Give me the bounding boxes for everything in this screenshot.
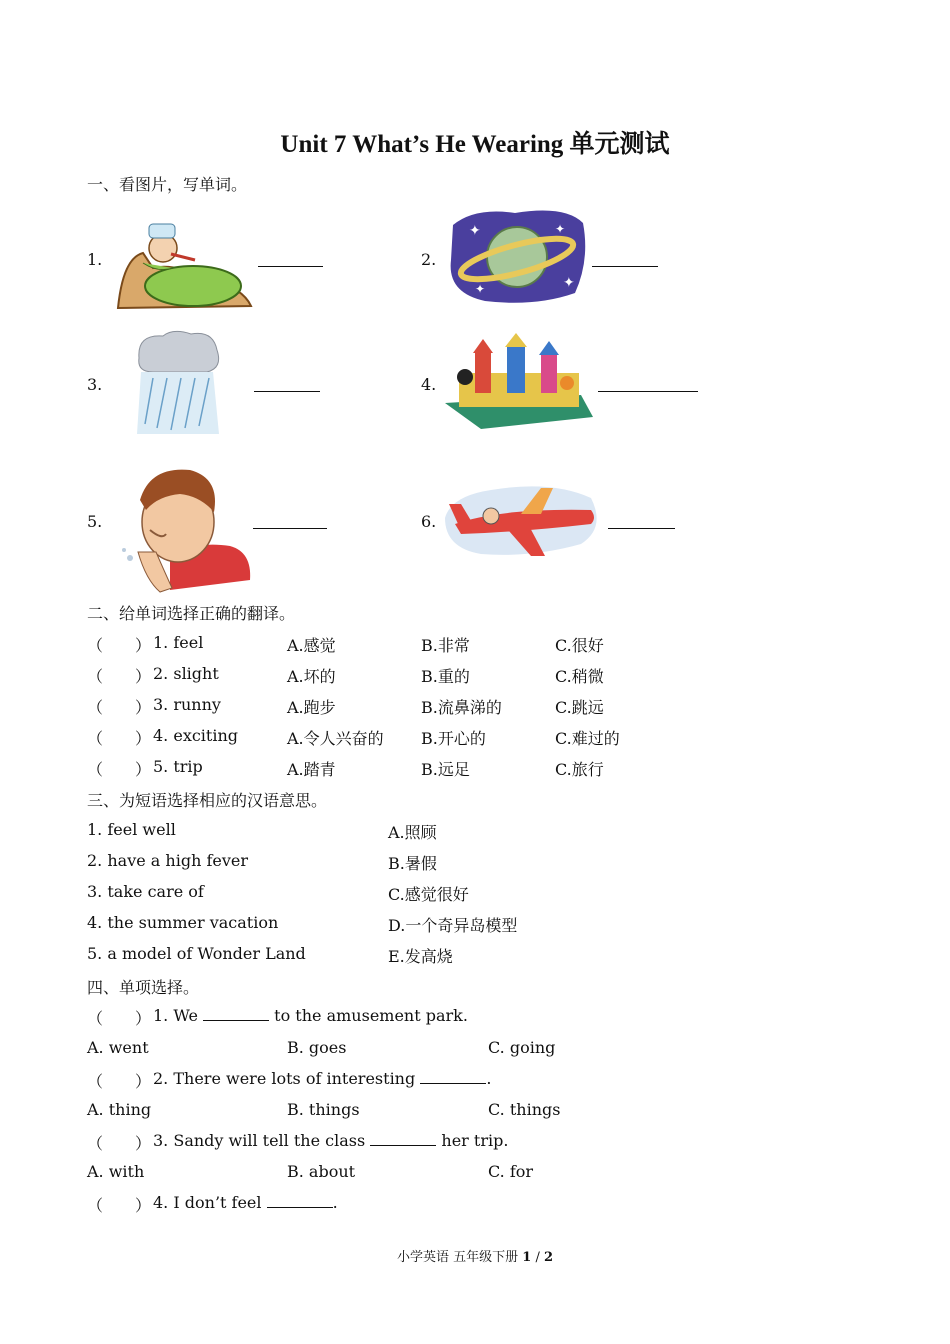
choice-a: A. went — [87, 1038, 149, 1057]
section4-heading: 四、单项选择。 — [87, 978, 200, 997]
svg-text:✦: ✦ — [555, 222, 566, 236]
section1-heading: 一、看图片，写单词。 — [87, 175, 248, 194]
choice-c: C. for — [488, 1162, 534, 1181]
choice-a: A. thing — [87, 1100, 152, 1119]
option-c: C.稍微 — [555, 667, 604, 686]
rain-cloud-icon — [133, 328, 223, 435]
question-text: to the amusement park. — [274, 1006, 468, 1025]
answer-paren[interactable]: （ ） — [87, 1134, 152, 1153]
vocab-word: 2. slight — [153, 664, 219, 683]
page-total: 2 — [543, 1250, 553, 1265]
choice-c: C. going — [488, 1038, 556, 1057]
question-2 — [153, 1069, 491, 1088]
meaning: D.一个奇异岛模型 — [388, 916, 518, 935]
option-c: C.难过的 — [555, 729, 620, 748]
phrase: 5. a model of Wonder Land — [87, 944, 306, 963]
option-b: B.流鼻涕的 — [421, 698, 502, 717]
phrase: 1. feel well — [87, 820, 176, 839]
item-number: 4. — [421, 375, 437, 394]
fill-blank[interactable] — [267, 1193, 333, 1208]
option-c: C.跳远 — [555, 698, 604, 717]
vocab-word: 5. trip — [153, 757, 203, 776]
meaning: B.暑假 — [388, 854, 437, 873]
vocab-word: 4. exciting — [153, 726, 239, 745]
section2-heading: 二、给单词选择正确的翻译。 — [87, 604, 296, 623]
option-c: C.旅行 — [555, 760, 604, 779]
option-a: A.令人兴奋的 — [287, 729, 384, 748]
item-number: 2. — [421, 250, 437, 269]
question-text: 1. We — [153, 1006, 198, 1025]
answer-blank[interactable] — [592, 252, 658, 267]
planet-icon — [445, 205, 590, 307]
item-number: 1. — [87, 250, 103, 269]
question-1 — [153, 1006, 468, 1025]
option-a: A.跑步 — [287, 698, 336, 717]
choice-a: A. with — [87, 1162, 145, 1181]
question-3 — [153, 1131, 508, 1150]
phrase: 2. have a high fever — [87, 851, 249, 870]
page-separator: / — [535, 1250, 544, 1265]
question-4 — [153, 1193, 338, 1212]
choice-b: B. things — [287, 1100, 360, 1119]
answer-blank[interactable] — [254, 377, 320, 392]
question-text: . — [486, 1069, 492, 1088]
answer-blank[interactable] — [598, 377, 698, 392]
footer-text: 小学英语 五年级下册 — [396, 1250, 523, 1265]
answer-paren[interactable]: （ ） — [87, 636, 152, 655]
answer-paren[interactable]: （ ） — [87, 698, 152, 717]
airplane-icon — [441, 478, 606, 560]
item-number: 6. — [421, 512, 437, 531]
option-b: B.开心的 — [421, 729, 486, 748]
question-text: 2. There were lots of interesting — [153, 1069, 416, 1088]
sick-person-icon — [113, 218, 255, 310]
option-a: A.坏的 — [287, 667, 336, 686]
phrase: 4. the summer vacation — [87, 913, 279, 932]
option-b: B.重的 — [421, 667, 470, 686]
answer-paren[interactable]: （ ） — [87, 667, 152, 686]
question-text: 3. Sandy will tell the class — [153, 1131, 366, 1150]
answer-paren[interactable]: （ ） — [87, 729, 152, 748]
fill-blank[interactable] — [203, 1006, 269, 1021]
answer-paren[interactable]: （ ） — [87, 1196, 152, 1215]
page-number: 1 — [522, 1250, 532, 1265]
fill-blank[interactable] — [370, 1131, 436, 1146]
answer-blank[interactable] — [253, 514, 327, 529]
answer-paren[interactable]: （ ） — [87, 1009, 152, 1028]
question-text: . — [332, 1193, 338, 1212]
amusement-park-icon — [441, 333, 596, 433]
answer-blank[interactable] — [258, 252, 323, 267]
item-number: 5. — [87, 512, 103, 531]
option-c: C.很好 — [555, 636, 604, 655]
page-footer — [0, 1246, 950, 1265]
vocab-word: 3. runny — [153, 695, 221, 714]
question-text: 4. I don’t feel — [153, 1193, 262, 1212]
section3-heading: 三、为短语选择相应的汉语意思。 — [87, 791, 328, 810]
option-a: A.感觉 — [287, 636, 336, 655]
vocab-word: 1. feel — [153, 633, 204, 652]
fill-blank[interactable] — [420, 1069, 486, 1084]
phrase: 3. take care of — [87, 882, 204, 901]
item-number: 3. — [87, 375, 103, 394]
svg-text:✦: ✦ — [469, 223, 481, 239]
svg-text:✦: ✦ — [563, 275, 575, 291]
meaning: E.发高烧 — [388, 947, 453, 966]
option-b: B.非常 — [421, 636, 470, 655]
option-b: B.远足 — [421, 760, 470, 779]
meaning: A.照顾 — [388, 823, 437, 842]
meaning: C.感觉很好 — [388, 885, 469, 904]
answer-paren[interactable]: （ ） — [87, 760, 152, 779]
question-text: her trip. — [441, 1131, 509, 1150]
answer-blank[interactable] — [608, 514, 675, 529]
coughing-boy-icon — [110, 460, 255, 595]
option-a: A.踏青 — [287, 760, 336, 779]
choice-b: B. about — [287, 1162, 356, 1181]
answer-paren[interactable]: （ ） — [87, 1072, 152, 1091]
svg-text:✦: ✦ — [475, 282, 486, 296]
choice-b: B. goes — [287, 1038, 347, 1057]
choice-c: C. things — [488, 1100, 561, 1119]
page-title: Unit 7 What’s He Wearing 单元测试 — [280, 131, 670, 158]
